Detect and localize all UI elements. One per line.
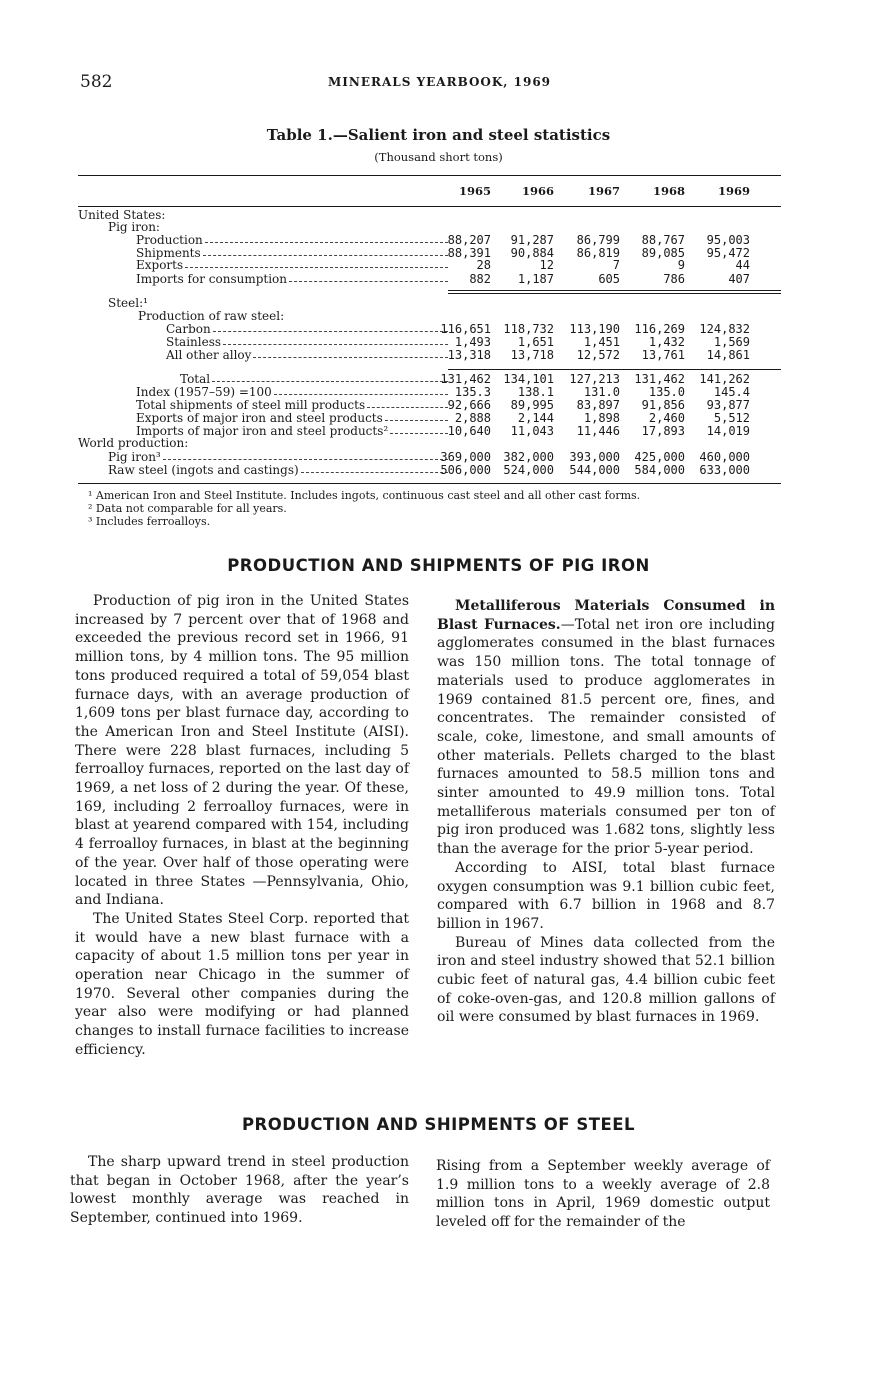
table-cell: 9 (677, 258, 685, 272)
column-header-year: 1966 (521, 184, 554, 198)
table-cell: 88,207 (447, 233, 491, 247)
table-row (78, 398, 781, 412)
paragraph: The sharp upward trend in steel production that began in October 1968, after the year’s lowest monthly average was reached in September, continued into 1969. (70, 1154, 409, 1227)
table-cell: 113,190 (569, 322, 620, 336)
row-label: Total shipments of steel mill products (136, 398, 366, 412)
table-cell: 91,856 (641, 398, 685, 412)
table-rule (78, 206, 781, 207)
table-cell: 131,462 (634, 372, 685, 386)
page-number: 582 (80, 72, 113, 92)
dot-leader (253, 348, 448, 358)
table-cell: 131.0 (583, 385, 620, 399)
table-cell: 1,651 (517, 335, 554, 349)
table-row (78, 450, 781, 464)
table-cell: 12,572 (576, 348, 620, 362)
dot-leader (289, 272, 448, 282)
table-cell: 1,898 (583, 411, 620, 425)
column-header-year: 1965 (458, 184, 491, 198)
paragraph: —Total net iron ore including agglomerates consumed in the blast furnaces was 150 million tons. The total tonnage of materials used to produce agglomerates in 1969 contained 81.5 percent ore, fines, and concentrates. The remainder consisted of scale, coke, limestone, and small amounts of other materials. Pellets charged to the blast furnaces amounted to 58.5 million tons and sinter amounted to 49.9 million tons. Total metalliferous materials consumed per ton of pig iron produced was 1.682 tons, slightly less than the average for the prior 5-year period. (437, 616, 775, 858)
table-cell: 11,446 (576, 424, 620, 438)
paragraph: Rising from a September weekly average of 1.9 million tons to a weekly average of 2.8 million tons in April, 1969 domestic output leveled off for the remainder of the (436, 1158, 770, 1231)
row-label: Pig iron: (108, 220, 160, 234)
table-cell: 393,000 (569, 450, 620, 464)
table-cell: 2,144 (517, 411, 554, 425)
dot-leader (223, 335, 448, 345)
row-label: Production (136, 233, 203, 247)
table-cell: 44 (735, 258, 750, 272)
table-cell: 86,799 (576, 233, 620, 247)
table-cell: 13,761 (641, 348, 685, 362)
table-rule (448, 290, 781, 291)
table-cell: 7 (612, 258, 620, 272)
dot-leader (213, 322, 448, 332)
steel-left-column (70, 1153, 409, 1228)
table-cell: 86,819 (576, 246, 620, 260)
table-cell: 127,213 (569, 372, 620, 386)
table-row (78, 272, 781, 286)
dot-leader (212, 372, 448, 382)
table-row (78, 411, 781, 425)
table-row (78, 296, 781, 310)
table-cell: 91,287 (510, 233, 554, 247)
table-cell: 425,000 (634, 450, 685, 464)
column-header-year: 1968 (652, 184, 685, 198)
table-cell: 584,000 (634, 463, 685, 477)
table-rule (78, 483, 781, 484)
table-cell: 95,472 (706, 246, 750, 260)
dot-leader (203, 246, 448, 256)
table-cell: 633,000 (699, 463, 750, 477)
table-cell: 407 (728, 272, 750, 286)
section-heading-steel: PRODUCTION AND SHIPMENTS OF STEEL (241, 1115, 636, 1134)
row-label: Index (1957–59) =100 (136, 385, 272, 399)
table-cell: 12 (539, 258, 554, 272)
dot-leader (205, 233, 448, 243)
column-header-year: 1969 (717, 184, 750, 198)
row-label: Raw steel (ingots and castings) (108, 463, 299, 477)
table-cell: 524,000 (503, 463, 554, 477)
row-label: Total (180, 372, 211, 386)
paragraph: Production of pig iron in the United States increased by 7 percent over that of 1968 and exceeded the previous record set in 1966, 91 million tons, by 4 million tons. The 95 million tons produced required a total of 59,054 blast furnace days, with an average production of 1,609 tons per blast furnace day, according to the American Iron and Steel Institute (AISI). There were 228 blast furnaces, including 5 ferroalloy furnaces, reported on the last day of 1969, a net loss of 2 during the year. Of these, 169, including 2 ferroalloy furnaces, were in blast at yearend compared with 154, including 4 ferroalloy furnaces, in blast at the beginning of the year. Over half of those operating were located in three States —Pennsylvania, Ohio, and Indiana. (75, 593, 409, 909)
table-cell: 14,019 (706, 424, 750, 438)
table-cell: 131,462 (440, 372, 491, 386)
table-cell: 89,995 (510, 398, 554, 412)
table-cell: 786 (663, 272, 685, 286)
table-row (78, 348, 781, 362)
table-top-rule (78, 175, 781, 176)
table-cell: 13,718 (510, 348, 554, 362)
pig-iron-left-column (75, 592, 409, 1060)
row-label: Production of raw steel: (138, 309, 285, 323)
table-row (78, 463, 781, 477)
table-cell: 2,888 (454, 411, 491, 425)
table-row (78, 372, 781, 386)
table-cell: 460,000 (699, 450, 750, 464)
row-label: All other alloy (166, 348, 252, 362)
row-label: Shipments (136, 246, 201, 260)
table-cell: 369,000 (440, 450, 491, 464)
row-label: Imports of major iron and steel products² (136, 424, 389, 438)
table-row (78, 220, 781, 234)
table-cell: 88,391 (447, 246, 491, 260)
paragraph: According to AISI, total blast furnace oxygen consumption was 9.1 billion cubic feet, compared with 6.7 billion in 1968 and 8.7 billion in 1967. (437, 859, 775, 932)
row-label: Pig iron³ (108, 450, 161, 464)
table-cell: 145.4 (713, 385, 750, 399)
table-cell: 135.3 (454, 385, 491, 399)
pig-iron-right-column (437, 597, 775, 1027)
dot-leader (301, 463, 448, 473)
table-row (78, 335, 781, 349)
table-cell: 14,861 (706, 348, 750, 362)
dot-leader (274, 385, 448, 395)
row-label: Exports of major iron and steel products (136, 411, 383, 425)
row-label: World production: (78, 436, 189, 450)
running-title: MINERALS YEARBOOK, 1969 (328, 75, 552, 89)
table-cell: 89,085 (641, 246, 685, 260)
footnote: ¹ American Iron and Steel Institute. Includes ingots, continuous cast steel and all other cast forms. (88, 489, 641, 502)
table-title: Table 1.—Salient iron and steel statistics (266, 126, 611, 144)
table-cell: 138.1 (517, 385, 554, 399)
table-cell: 124,832 (699, 322, 750, 336)
table-cell: 116,651 (440, 322, 491, 336)
table-rule (448, 369, 781, 370)
row-label: Exports (136, 258, 184, 272)
table-cell: 90,884 (510, 246, 554, 260)
table-cell: 118,732 (503, 322, 554, 336)
table-cell: 1,432 (648, 335, 685, 349)
table-cell: 382,000 (503, 450, 554, 464)
table-cell: 92,666 (447, 398, 491, 412)
table-cell: 134,101 (503, 372, 554, 386)
table-subtitle: (Thousand short tons) (374, 150, 503, 164)
footnote: ² Data not comparable for all years. (88, 502, 287, 515)
table-cell: 13,318 (447, 348, 491, 362)
subheading-metalliferous-materials: Metalliferous Materials Consumed in Blast Furnaces. (437, 598, 775, 633)
row-label: United States: (78, 208, 166, 222)
table-cell: 116,269 (634, 322, 685, 336)
paragraph: The United States Steel Corp. reported that it would have a new blast furnace with a capacity of about 1.5 million tons per year in operation near Chicago in the summer of 1970. Several other companies during the year also were modifying or had planned changes to install furnace facilities to increase efficiency. (75, 910, 409, 1058)
table-cell: 882 (469, 272, 491, 286)
table-cell: 2,460 (648, 411, 685, 425)
table-cell: 544,000 (569, 463, 620, 477)
table-row (78, 233, 781, 247)
table-cell: 1,569 (713, 335, 750, 349)
column-header-year: 1967 (587, 184, 620, 198)
table-cell: 1,493 (454, 335, 491, 349)
dot-leader (163, 450, 448, 460)
table-cell: 5,512 (713, 411, 750, 425)
table-cell: 88,767 (641, 233, 685, 247)
table-row (78, 258, 781, 272)
table-cell: 506,000 (440, 463, 491, 477)
row-label: Steel:¹ (108, 296, 148, 310)
table-cell: 10,640 (447, 424, 491, 438)
dot-leader (185, 258, 448, 268)
table-cell: 135.0 (648, 385, 685, 399)
table-cell: 11,043 (510, 424, 554, 438)
table-cell: 1,187 (517, 272, 554, 286)
table-cell: 605 (598, 272, 620, 286)
footnote: ³ Includes ferroalloys. (88, 515, 211, 528)
table-cell: 141,262 (699, 372, 750, 386)
row-label: Imports for consumption (136, 272, 288, 286)
row-label: Stainless (166, 335, 222, 349)
table-rule (448, 293, 781, 294)
table-row (78, 309, 781, 323)
paragraph: Bureau of Mines data collected from the iron and steel industry showed that 52.1 billion cubic feet of natural gas, 4.4 billion cubic feet of coke-oven-gas, and 120.8 million gallons of oil were consumed by blast furnaces in 1969. (437, 934, 775, 1026)
table-cell: 95,003 (706, 233, 750, 247)
table-row (78, 385, 781, 399)
steel-right-column (436, 1157, 770, 1232)
table-cell: 1,451 (583, 335, 620, 349)
table-cell: 83,897 (576, 398, 620, 412)
table-row (78, 322, 781, 336)
table-row (78, 436, 781, 450)
table-cell: 17,893 (641, 424, 685, 438)
row-label: Carbon (166, 322, 211, 336)
table-cell: 93,877 (706, 398, 750, 412)
table-cell: 28 (476, 258, 491, 272)
section-heading-pig-iron: PRODUCTION AND SHIPMENTS OF PIG IRON (227, 556, 650, 575)
